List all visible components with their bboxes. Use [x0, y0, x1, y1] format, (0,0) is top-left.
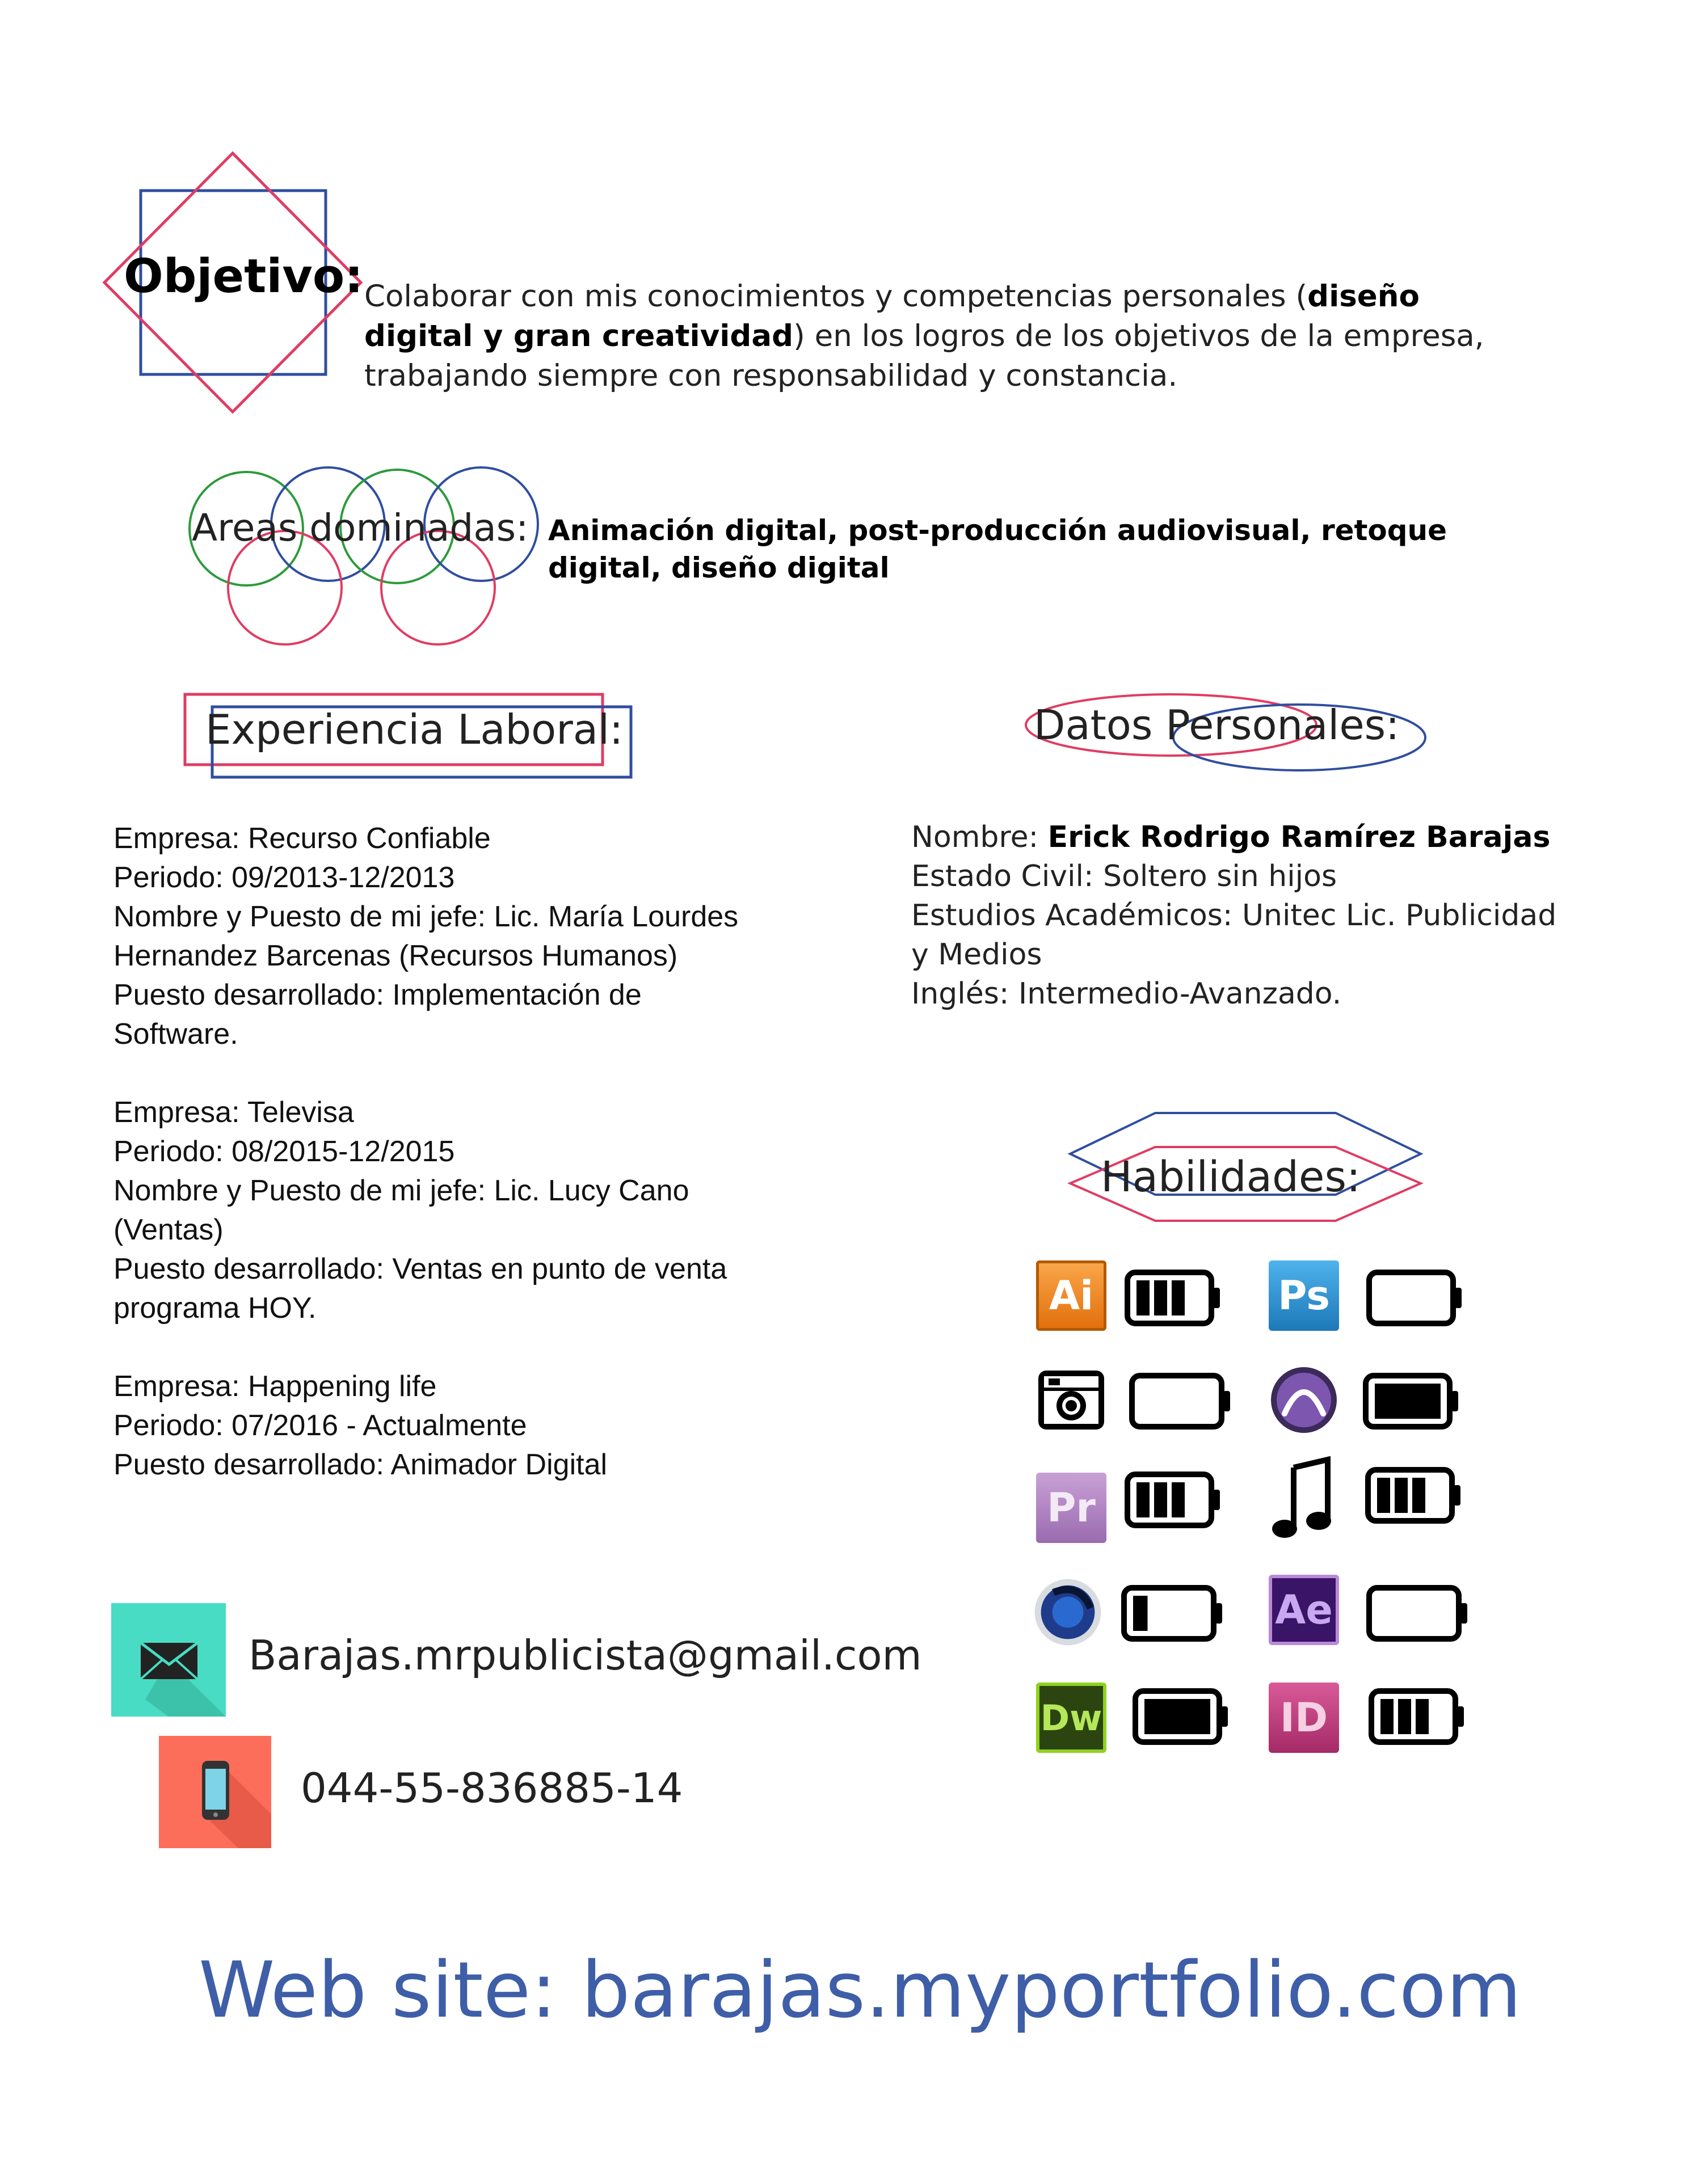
battery-segment: [1154, 1280, 1167, 1316]
job-period: Periodo: 09/2013-12/2013: [113, 861, 455, 894]
battery-segment: [1380, 1699, 1394, 1734]
personal-civil: Estado Civil: Soltero sin hijos: [911, 859, 1337, 893]
personal-name: [911, 818, 1649, 857]
dreamweaver-icon: [1036, 1683, 1106, 1753]
job-boss-cont: (Ventas): [113, 1213, 224, 1246]
battery-tip: [1223, 1391, 1230, 1411]
phone-number[interactable]: 044-55-836885-14: [301, 1764, 683, 1812]
battery-tip: [1460, 1603, 1467, 1624]
objective-line-2: [364, 317, 1499, 356]
indesign-icon: [1269, 1683, 1339, 1753]
battery-fill: [1375, 1384, 1441, 1419]
skill-battery: [1365, 1467, 1462, 1524]
website-link[interactable]: Web site: barajas.myportfolio.com: [199, 1946, 1522, 2035]
job-boss-cont: Hernandez Barcenas (Recursos Humanos): [113, 939, 678, 972]
objective-line-1: [364, 277, 1499, 317]
battery-tip: [1455, 1288, 1462, 1308]
premiere-label: Pr: [1047, 1485, 1096, 1531]
areas-title: Areas dominadas:: [192, 506, 529, 550]
aftereffects-label: Ae: [1275, 1587, 1333, 1633]
skill-battery: [1369, 1688, 1465, 1745]
skills-title: Habilidades:: [1101, 1153, 1361, 1201]
battery-segment: [1172, 1280, 1185, 1316]
personal-name-value: Erick Rodrigo Ramírez Barajas: [1047, 820, 1551, 854]
photoshop-label: Ps: [1278, 1272, 1330, 1319]
objective-text-part: Colaborar con mis conocimientos y competencias personales (: [364, 279, 1308, 314]
skill-battery: [1121, 1585, 1223, 1642]
job-entry: [113, 819, 908, 1054]
battery-body: [1369, 1272, 1453, 1323]
protools-icon: [1269, 1365, 1339, 1435]
skill-battery: [1125, 1472, 1221, 1528]
battery-tip: [1457, 1706, 1464, 1727]
skill-battery: [1125, 1270, 1221, 1326]
phone-badge[interactable]: [159, 1736, 271, 1848]
areas-text: Animación digital, post-producción audiovisual, retoque digital, diseño digital: [548, 514, 1447, 584]
music-note-icon: [1269, 1464, 1339, 1534]
personal-title: Datos Personales:: [1034, 701, 1400, 749]
personal-name-label: Nombre:: [911, 820, 1048, 854]
job-company: Empresa: Televisa: [113, 1096, 354, 1129]
experience-title: Experiencia Laboral:: [205, 706, 624, 753]
email-address[interactable]: Barajas.mrpublicista@gmail.com: [249, 1631, 922, 1679]
battery-segment: [1154, 1482, 1167, 1517]
battery-tip: [1454, 1485, 1460, 1506]
personal-data: [911, 818, 1649, 1014]
job-entry: [113, 1367, 908, 1485]
aftereffects-icon: [1269, 1575, 1339, 1645]
skill-battery: [1366, 1585, 1468, 1642]
personal-studies: Estudios Académicos: Unitec Lic. Publicidad: [911, 899, 1557, 933]
job-position: Puesto desarrollado: Implementación de: [113, 979, 642, 1011]
job-entry: [113, 1093, 908, 1328]
objective-text-bold: digital y gran creatividad: [364, 319, 794, 353]
battery-body: [1132, 1376, 1222, 1427]
battery-segment: [1172, 1482, 1185, 1517]
battery-tip: [1213, 1288, 1220, 1308]
job-position-cont: Software.: [113, 1018, 238, 1051]
skill-battery: [1133, 1688, 1229, 1745]
battery-tip: [1215, 1603, 1222, 1624]
battery-tip: [1213, 1490, 1220, 1510]
job-company: Empresa: Happening life: [113, 1370, 437, 1403]
job-period: Periodo: 08/2015-12/2015: [113, 1135, 455, 1168]
job-boss: Nombre y Puesto de mi jefe: Lic. Lucy Cano: [113, 1174, 689, 1207]
skill-battery: [1129, 1373, 1231, 1430]
battery-tip: [1451, 1391, 1458, 1411]
battery-segment: [1412, 1478, 1425, 1513]
indesign-label: ID: [1279, 1694, 1328, 1741]
illustrator-label: Ai: [1049, 1272, 1094, 1319]
email-badge[interactable]: [111, 1603, 226, 1717]
objective-text-part: ) en los logros de los objetivos de la empresa,: [793, 319, 1484, 353]
experience-list: [113, 819, 908, 1524]
photoshop-icon: [1269, 1260, 1339, 1331]
dreamweaver-label: Dw: [1040, 1697, 1102, 1739]
battery-segment: [1136, 1482, 1150, 1517]
job-company: Empresa: Recurso Confiable: [113, 822, 491, 855]
battery-segment: [1395, 1478, 1408, 1513]
objective-line-3: trabajando siempre con responsabilidad y constancia.: [364, 359, 1178, 393]
premiere-icon: [1036, 1473, 1106, 1543]
skill-battery: [1366, 1270, 1463, 1326]
job-position: Puesto desarrollado: Ventas en punto de venta: [113, 1253, 727, 1285]
personal-studies-cont: y Medios: [911, 938, 1042, 972]
smartphone-icon: [159, 1736, 271, 1848]
battery-tip: [1221, 1706, 1228, 1727]
illustrator-icon: [1036, 1260, 1106, 1331]
job-position-cont: programa HOY.: [113, 1292, 317, 1325]
envelope-icon: [111, 1603, 226, 1717]
skill-battery: [1363, 1373, 1459, 1430]
camera-icon: [1036, 1365, 1106, 1435]
battery-body: [1369, 1588, 1459, 1639]
battery-segment: [1136, 1280, 1150, 1316]
job-boss: Nombre y Puesto de mi jefe: Lic. María Lourdes: [113, 900, 739, 933]
cinema4d-icon: [1033, 1577, 1103, 1647]
personal-english: Inglés: Intermedio-Avanzado.: [911, 977, 1342, 1011]
battery-segment: [1416, 1699, 1429, 1734]
battery-segment: [1133, 1596, 1148, 1631]
job-period: Periodo: 07/2016 - Actualmente: [113, 1409, 527, 1442]
objective-title: Objetivo:: [124, 250, 364, 303]
battery-segment: [1377, 1478, 1390, 1513]
battery-fill: [1144, 1699, 1210, 1734]
objective-text-bold: diseño: [1307, 279, 1420, 314]
battery-segment: [1398, 1699, 1411, 1734]
job-position: Puesto desarrollado: Animador Digital: [113, 1448, 608, 1481]
objective-text: [364, 277, 1499, 396]
